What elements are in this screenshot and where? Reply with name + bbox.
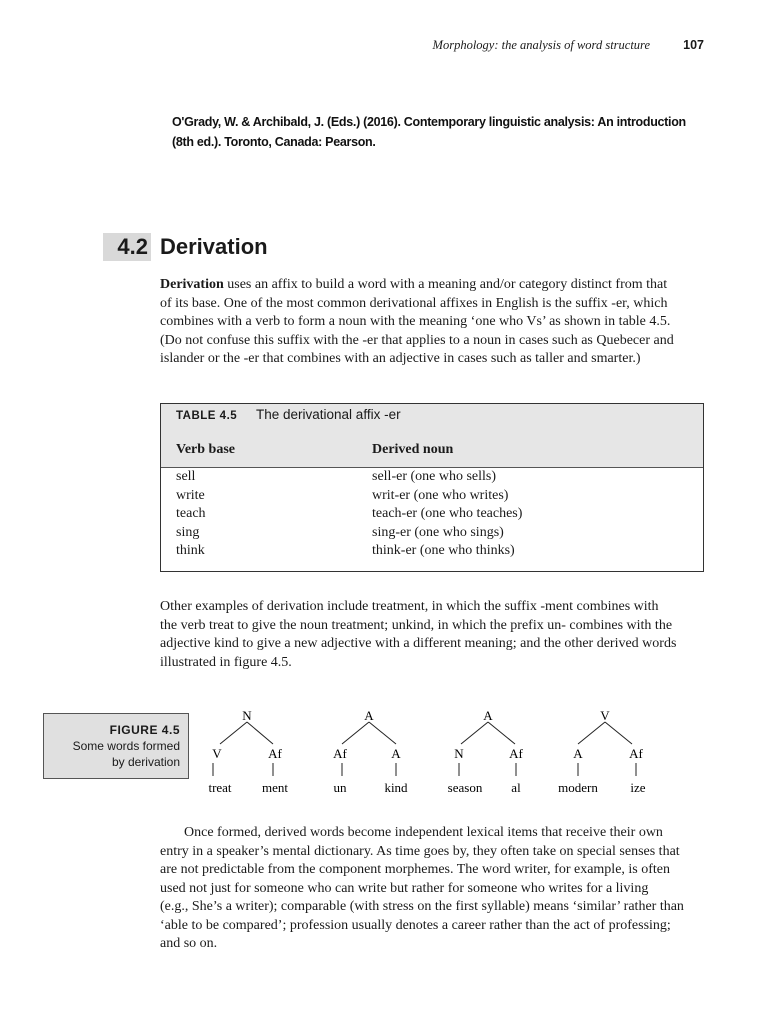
tree-node-right: Af <box>509 746 523 761</box>
tree-word-left: modern <box>558 780 598 795</box>
paragraph-line: combines with a verb to form a noun with the meaning ‘one who Vs’ as shown in table 4.5. <box>160 314 671 329</box>
figure-caption: Some words formed <box>72 739 180 753</box>
paragraph-line: ‘able to be compared’; profession usually denotes a career rather than the act of professing; <box>160 917 671 933</box>
table-body <box>161 468 703 561</box>
paragraph-line: of its base. One of the most common derivational affixes in English is the suffix -er, which <box>160 295 668 311</box>
tree-modernize <box>558 708 646 795</box>
paragraph-line: islander or the -er that combines with an adjective in cases such as taller and smarter.) <box>160 351 641 366</box>
table-row: sing sing-er (one who sings) <box>176 524 504 540</box>
section-number: 4.2 <box>103 233 151 261</box>
tree-node-root: V <box>600 708 610 723</box>
section-title: Derivation <box>160 234 268 259</box>
tree-node-right: Af <box>629 746 643 761</box>
paragraph-line: (Do not confuse this suffix with the -er that applies to a noun in cases such as Quebecer and <box>160 332 674 348</box>
running-title: Morphology: the analysis of word structure <box>432 38 651 52</box>
column-header-derived-noun: Derived noun <box>372 442 454 457</box>
citation-line: (8th ed.). Toronto, Canada: Pearson. <box>172 135 376 149</box>
figure-caption: by derivation <box>111 755 180 769</box>
paragraph-line: are not predictable from the component morphemes. The word writer, for example, is often <box>160 862 671 877</box>
tree-word-left: un <box>333 780 347 795</box>
paragraph-line: Once formed, derived words become independent lexical items that receive their own <box>184 825 663 840</box>
figure-caption-box <box>43 713 189 779</box>
table-row: think think-er (one who thinks) <box>176 543 515 558</box>
table-row: write writ-er (one who writes) <box>176 487 509 503</box>
paragraph-line: Derivation uses an affix to build a word with a meaning and/or category distinct from that <box>160 277 668 292</box>
tree-treatment <box>208 708 288 795</box>
paragraph-line: the verb treat to give the noun treatment; unkind, in which the prefix un- combines with the <box>160 617 673 633</box>
page-number: 107 <box>683 38 704 52</box>
citation <box>172 112 732 152</box>
table-4-5 <box>160 403 704 572</box>
paragraph-line: Other examples of derivation include treatment, in which the suffix -ment combines with <box>160 599 659 614</box>
paragraph-line: and so on. <box>160 936 218 951</box>
tree-node-root: N <box>242 708 252 723</box>
derivation-trees <box>195 706 655 806</box>
paragraph-line: entry in a speaker’s mental dictionary. As time goes by, they often take on special senses that <box>160 843 680 859</box>
bold-term: Derivation <box>160 277 224 292</box>
tree-node-left: Af <box>333 746 347 761</box>
tree-node-right: A <box>391 746 401 761</box>
tree-node-right: Af <box>268 746 282 761</box>
paragraph-line: used not just for someone who can write but rather for someone who writes for a living <box>160 880 649 896</box>
tree-word-right: kind <box>384 780 408 795</box>
tree-node-root: A <box>364 708 374 723</box>
tree-word-left: treat <box>208 780 232 795</box>
examples-paragraph <box>160 598 704 672</box>
table-row: sell sell-er (one who sells) <box>176 469 497 484</box>
tree-seasonal <box>448 708 524 795</box>
figure-label: FIGURE 4.5 <box>109 723 180 737</box>
paragraph-line: illustrated in figure 4.5. <box>160 654 292 670</box>
page-header <box>0 38 704 53</box>
table-label: TABLE 4.5 <box>176 410 238 422</box>
tree-word-right: al <box>511 780 521 795</box>
tree-word-right: ize <box>630 780 646 795</box>
tree-node-left: A <box>573 746 583 761</box>
tree-node-left: N <box>454 746 464 761</box>
intro-paragraph <box>160 276 704 369</box>
citation-line: O'Grady, W. & Archibald, J. (Eds.) (2016). Contemporary linguistic analysis: An introduction <box>172 115 686 129</box>
column-header-verb-base: Verb base <box>176 442 235 457</box>
tree-node-root: A <box>483 708 493 723</box>
tree-node-left: V <box>212 746 222 761</box>
tree-unkind <box>333 708 408 795</box>
table-row: teach teach-er (one who teaches) <box>176 506 523 521</box>
tree-word-right: ment <box>262 780 288 795</box>
closing-paragraph <box>160 824 704 954</box>
paragraph-line: (e.g., She’s a writer); comparable (with stress on the first syllable) means ‘similar’ rather than <box>160 899 684 914</box>
table-header <box>161 404 703 468</box>
tree-word-left: season <box>447 780 483 795</box>
table-caption: The derivational affix -er <box>256 407 401 422</box>
paragraph-line: adjective kind to give a new adjective with a different meaning; and the other derived words <box>160 636 677 651</box>
